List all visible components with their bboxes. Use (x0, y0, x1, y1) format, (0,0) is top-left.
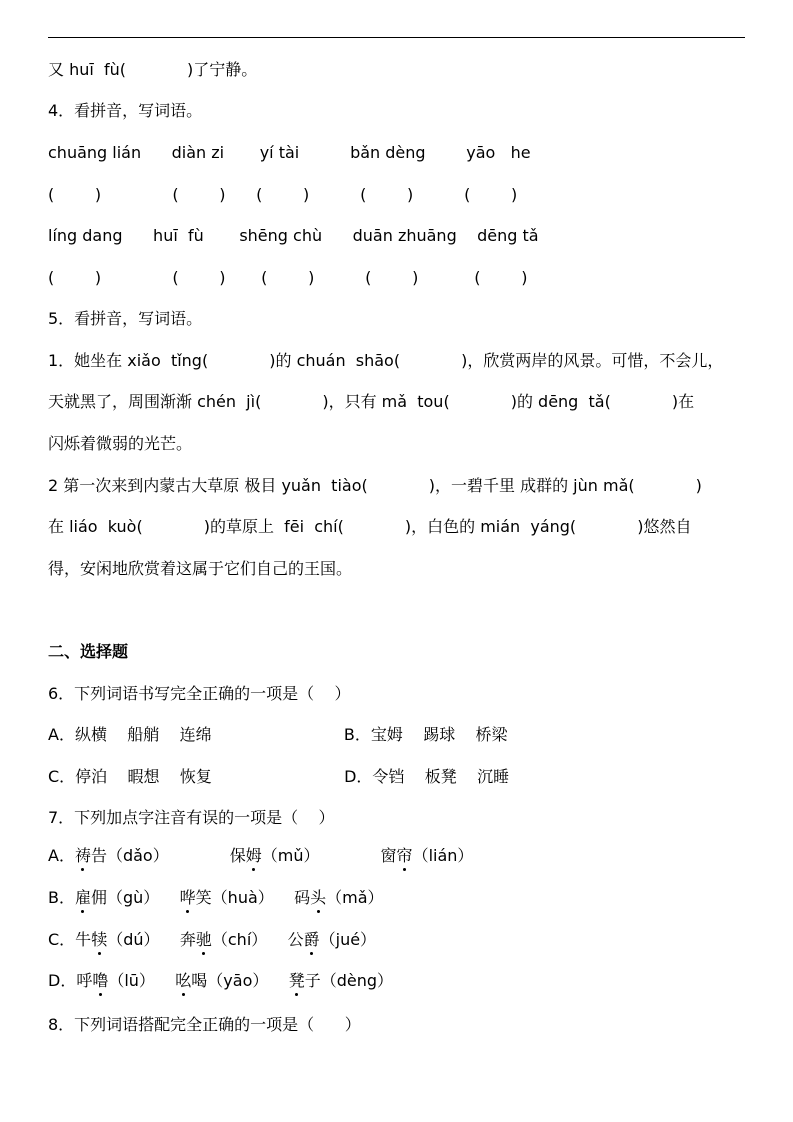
pinyin-row-2: líng dang huī fù shēng chù duān zhuāng dēng tǎ (48, 226, 539, 245)
text-line-continuation: 又 huī fù( )了宁静。 (48, 60, 258, 79)
q5-passage-2-line-2: 在 liáo kuò( )的草原上 fēi chí( )，白色的 mián yáng( )悠然自 (48, 517, 692, 536)
answer-blanks-row-2: ( ) ( ) ( ) ( ) ( ) (48, 268, 528, 287)
q7-option-a: A．祷告（dǎo） 保姆（mǔ） 窗帘（lián） (48, 846, 474, 865)
question-7-title: 7．下列加点字注音有误的一项是（ ） (48, 808, 335, 827)
question-5-title: 5．看拼音，写词语。 (48, 309, 203, 328)
q5-passage-2-line-3: 得，安闲地欣赏着这属于它们自己的王国。 (48, 559, 353, 578)
answer-blanks-row-1: ( ) ( ) ( ) ( ) ( ) (48, 185, 518, 204)
question-8-title: 8．下列词语搭配完全正确的一项是（ ） (48, 1015, 361, 1034)
q7-option-d: D．呼噜（lū） 吆喝（yāo） 凳子（dèng） (48, 971, 394, 990)
q5-passage-2-line-1: 2 第一次来到内蒙古大草原 极目 yuǎn tiào( )，一碧千里 成群的 jùn mǎ( ) (48, 476, 702, 495)
question-4-title: 4．看拼音，写词语。 (48, 101, 203, 120)
section-2-heading: 二、选择题 (48, 642, 129, 661)
q5-passage-1-line-3: 闪烁着微弱的光芒。 (48, 434, 193, 453)
pinyin-row-1: chuāng lián diàn zi yí tài bǎn dèng yāo he (48, 143, 531, 162)
q6-options-ab: A．纵横 船艄 连绵 B．宝姆 踢球 桥梁 (48, 725, 508, 744)
q5-passage-1-line-1: 1．她坐在 xiǎo tǐng( )的 chuán shāo( )，欣赏两岸的风景。可惜，不会儿， (48, 351, 724, 370)
header-rule (48, 37, 745, 38)
q6-options-cd: C．停泊 暇想 恢复 D．令铛 板凳 沉睡 (48, 767, 510, 786)
q7-option-c: C．牛犊（dú） 奔驰（chí） 公爵（jué） (48, 930, 377, 949)
q7-option-b: B．雇佣（gù） 哗笑（huà） 码头（mǎ） (48, 888, 384, 907)
q5-passage-1-line-2: 天就黑了，周围渐渐 chén jì( )，只有 mǎ tou( )的 dēng tǎ( )在 (48, 392, 695, 411)
question-6-title: 6．下列词语书写完全正确的一项是（ ） (48, 684, 351, 703)
